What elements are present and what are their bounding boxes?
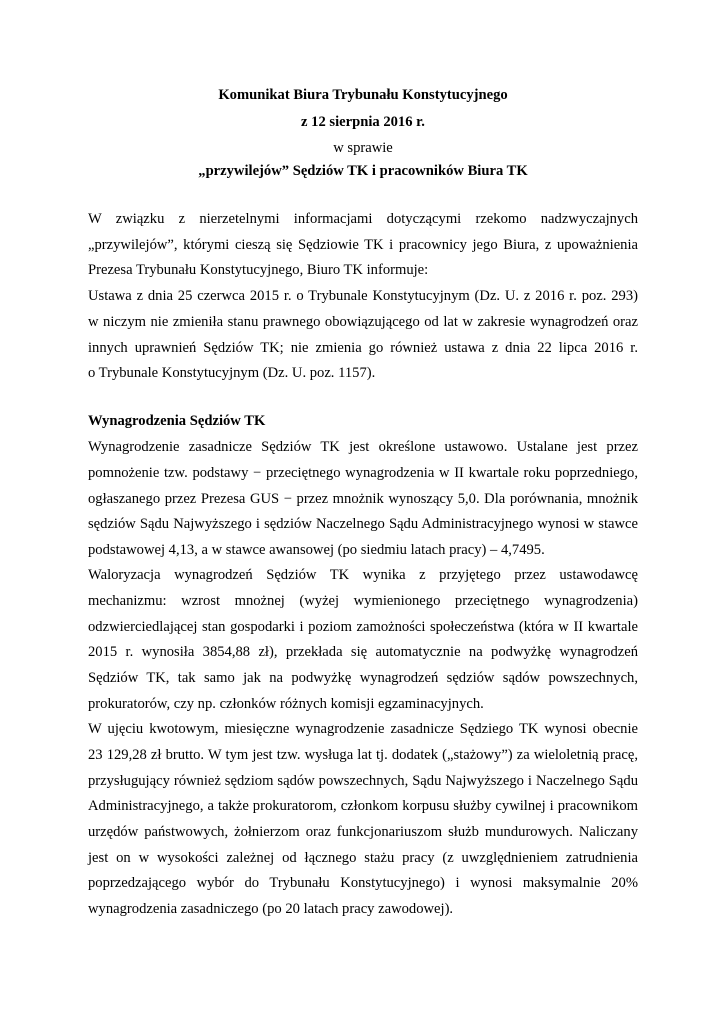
intro-line: innych uprawnień Sędziów TK; nie zmienia go również ustawa z dnia 22 lipca 2016 r.: [88, 340, 638, 356]
document-date: z 12 sierpnia 2016 r.: [301, 114, 425, 130]
paragraph-line: prokuratorów, czy np. członków różnych komisji egzaminacyjnych.: [88, 696, 484, 712]
document-subject: „przywilejów” Sędziów TK i pracowników Biura TK: [198, 163, 528, 179]
document-title: Komunikat Biura Trybunału Konstytucyjnego: [218, 87, 508, 103]
paragraph-line: pomnożenie tzw. podstawy − przeciętnego wynagrodzenia w II kwartale roku poprzedniego,: [88, 465, 638, 481]
intro-line: Prezesa Trybunału Konstytucyjnego, Biuro TK informuje:: [88, 262, 429, 278]
paragraph-line: ogłaszanego przez Prezesa GUS − przez mnożnik wynoszący 5,0. Dla porównania, mnożnik: [88, 491, 638, 507]
paragraph-line: odzwierciedlającej stan gospodarki i poziom zamożności społeczeństwa (która w II kwartale: [88, 619, 638, 635]
paragraph-line: mechanizmu: wzrost mnożnej (wyżej wymienionego przeciętnego wynagrodzenia): [88, 593, 638, 609]
paragraph-line: 2015 r. wynosiła 3854,88 zł), przekłada się automatycznie na podwyżkę wynagrodzeń: [88, 644, 638, 660]
paragraph-line: przysługujący również sędziom sądów powszechnych, Sądu Najwyższego i Naczelnego Sądu: [88, 773, 638, 789]
subject-prefix: w sprawie: [333, 140, 393, 156]
paragraph-line: podstawowej 4,13, a w stawce awansowej (po siedmiu latach pracy) – 4,7495.: [88, 542, 545, 558]
paragraph-line: W ujęciu kwotowym, miesięczne wynagrodzenie zasadnicze Sędziego TK wynosi obecnie: [88, 721, 638, 737]
section-heading: Wynagrodzenia Sędziów TK: [88, 413, 266, 429]
intro-line: Ustawa z dnia 25 czerwca 2015 r. o Trybunale Konstytucyjnym (Dz. U. z 2016 r. poz. 293): [88, 288, 638, 304]
paragraph-line: sędziów Sądu Najwyższego i sędziów Naczelnego Sądu Administracyjnego wynosi w stawce: [88, 516, 638, 532]
paragraph-line: wynagrodzenia zasadniczego (po 20 latach pracy zawodowej).: [88, 901, 454, 917]
intro-line: o Trybunale Konstytucyjnym (Dz. U. poz. 1157).: [88, 365, 376, 381]
paragraph-line: urzędów państwowych, żołnierzom oraz funkcjonariuszom służb mundurowych. Naliczany: [88, 824, 638, 840]
paragraph-line: jest on w wysokości zależnej od łącznego stażu pracy (z uwzględnieniem zatrudnienia: [88, 850, 638, 866]
paragraph-line: Waloryzacja wynagrodzeń Sędziów TK wynika z przyjętego przez ustawodawcę: [88, 567, 638, 583]
intro-line: „przywilejów”, którymi cieszą się Sędziowie TK i pracownicy jego Biura, z upoważnienia: [88, 237, 638, 253]
paragraph-line: Administracyjnego, a także prokuratorom, członkom korpusu służby cywilnej i pracownikom: [88, 798, 638, 814]
intro-line: W związku z nierzetelnymi informacjami dotyczącymi rzekomo nadzwyczajnych: [88, 211, 638, 227]
paragraph-line: Wynagrodzenie zasadnicze Sędziów TK jest określone ustawowo. Ustalane jest przez: [88, 439, 638, 455]
paragraph-line: Sędziów TK, tak samo jak na podwyżkę wynagrodzeń sędziów sądów powszechnych,: [88, 670, 638, 686]
intro-line: w niczym nie zmieniła stanu prawnego obowiązującego od lat w zakresie wynagrodzeń oraz: [88, 314, 638, 330]
paragraph-line: poprzedzającego wybór do Trybunału Konstytucyjnego) i wynosi maksymalnie 20%: [88, 875, 638, 891]
paragraph-line: 23 129,28 zł brutto. W tym jest tzw. wysługa lat tj. dodatek („stażowy”) za wieloletnią pracę,: [88, 747, 638, 763]
